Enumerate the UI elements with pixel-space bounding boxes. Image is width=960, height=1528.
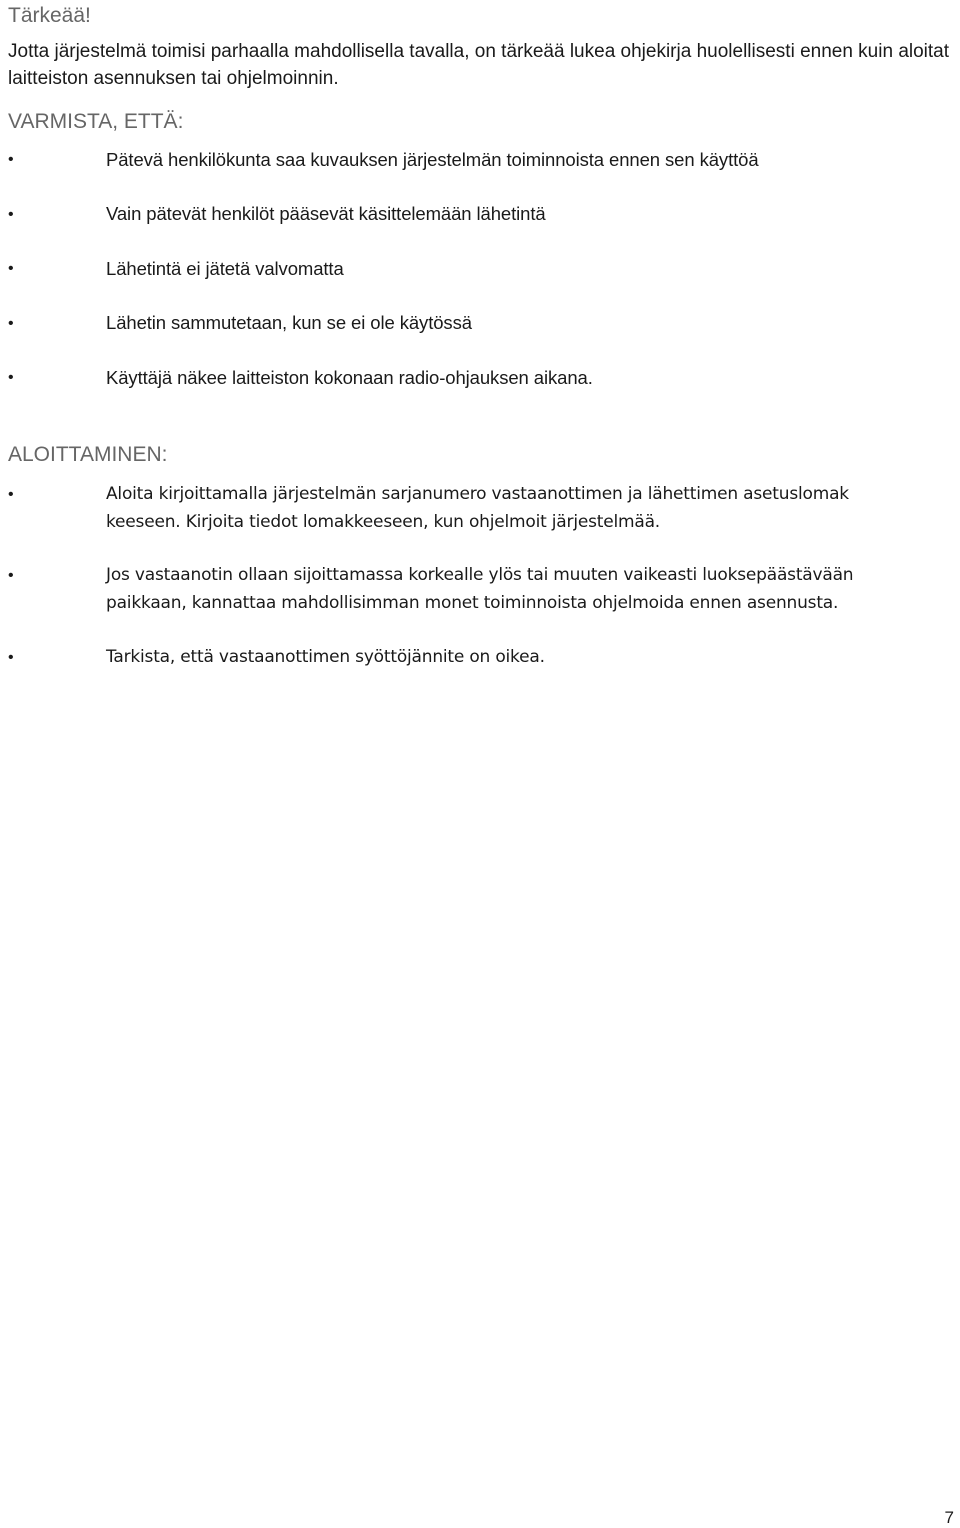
- list-item: Käyttäjä näkee laitteiston kokonaan radio-ohjauksen aikana.: [106, 367, 593, 388]
- intro-paragraph: Jotta järjestelmä toimisi parhaalla mahdollisella tavalla, on tärkeää lukea ohjekirja huolellisesti ennen kuin aloitat laitteiston asennuksen tai ohjelmoinnin.: [8, 41, 950, 89]
- list-item: Pätevä henkilökunta saa kuvauksen järjestelmän toiminnoista ennen sen käyttöä: [106, 149, 759, 170]
- bullet-marker: •: [8, 567, 14, 584]
- page-number: 7: [944, 1508, 954, 1527]
- bullet-marker: •: [8, 369, 14, 386]
- list-item: Vain pätevät henkilöt pääsevät käsittelemään lähetintä: [106, 203, 546, 224]
- bullet-marker: •: [8, 649, 14, 666]
- list-item: Jos vastaanotin ollaan sijoittamassa korkealle ylös tai muuten vaikeasti luoksepäästävään paikkaan, kannattaa mahdollisimman monet toiminnoista ohjelmoida ennen asennusta.: [106, 565, 854, 613]
- section-heading-aloittaminen: ALOITTAMINEN:: [8, 443, 168, 466]
- list-item: Tarkista, että vastaanottimen syöttöjännite on oikea.: [106, 647, 545, 667]
- page-title: Tärkeää!: [8, 4, 91, 27]
- bullet-marker: •: [8, 315, 14, 332]
- bullet-marker: •: [8, 206, 14, 223]
- bullet-marker: •: [8, 151, 14, 168]
- section-heading-varmista: VARMISTA, ETTÄ:: [8, 110, 184, 133]
- list-item: Aloita kirjoittamalla järjestelmän sarjanumero vastaanottimen ja lähettimen asetuslomak keeseen. Kirjoita tiedot lomakkeeseen, kun ohjelmoit järjestelmää.: [106, 484, 849, 532]
- bullet-marker: •: [8, 486, 14, 503]
- list-item: Lähetintä ei jätetä valvomatta: [106, 258, 344, 279]
- list-item: Lähetin sammutetaan, kun se ei ole käytössä: [106, 312, 472, 333]
- bullet-marker: •: [8, 260, 14, 277]
